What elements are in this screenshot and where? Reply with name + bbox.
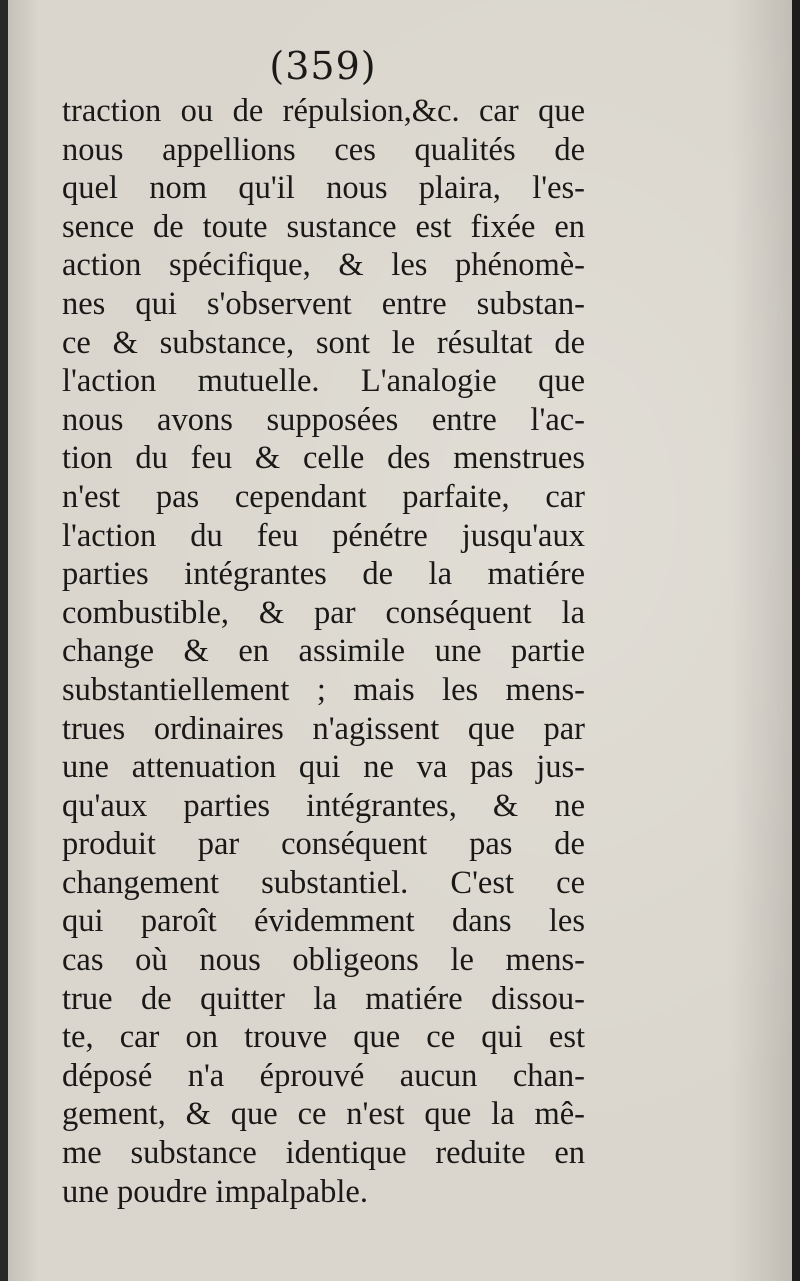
text-line: substantiellement ; mais les mens-	[62, 671, 585, 708]
text-line: te, car on trouve que ce qui est	[62, 1019, 585, 1056]
text-line: une attenuation qui ne va pas jus-	[62, 749, 585, 786]
text-line: changement substantiel. C'est ce	[62, 864, 585, 901]
text-line: qui paroît évidemment dans les	[62, 903, 585, 940]
text-line: n'est pas cependant parfaite, car	[62, 478, 585, 515]
book-binding-edge	[792, 0, 800, 1281]
text-line: sence de toute sustance est fixée en	[62, 208, 585, 245]
text-line: me substance identique reduite en	[62, 1135, 585, 1172]
text-line: ce & substance, sont le résultat de	[62, 324, 585, 361]
book-page	[8, 0, 792, 1281]
text-line: combustible, & par conséquent la	[62, 594, 585, 631]
text-line: une poudre impalpable.	[62, 1173, 368, 1210]
text-line: nous avons supposées entre l'ac-	[62, 401, 585, 438]
text-line: action spécifique, & les phénomè-	[62, 247, 585, 284]
page-number: (359)	[269, 44, 377, 88]
text-line: produit par conséquent pas de	[62, 826, 585, 863]
text-line: l'action du feu pénétre jusqu'aux	[62, 517, 585, 554]
text-line: gement, & que ce n'est que la mê-	[62, 1096, 585, 1133]
text-line: nous appellions ces qualités de	[62, 131, 585, 168]
text-line: true de quitter la matiére dissou-	[62, 980, 585, 1017]
text-line: l'action mutuelle. L'analogie que	[62, 363, 585, 400]
text-line: traction ou de répulsion,&c. car que	[62, 93, 585, 129]
text-line: trues ordinaires n'agissent que par	[62, 710, 585, 747]
text-line: change & en assimile une partie	[62, 633, 585, 670]
text-line: tion du feu & celle des menstrues	[62, 440, 585, 477]
body-text	[62, 92, 585, 1211]
text-line: parties intégrantes de la matiére	[62, 556, 585, 593]
text-line: cas où nous obligeons le mens-	[62, 942, 585, 979]
text-line: déposé n'a éprouvé aucun chan-	[62, 1057, 585, 1094]
text-line: quel nom qu'il nous plaira, l'es-	[62, 170, 585, 207]
text-line: qu'aux parties intégrantes, & ne	[62, 787, 585, 824]
text-line: nes qui s'observent entre substan-	[62, 285, 585, 322]
